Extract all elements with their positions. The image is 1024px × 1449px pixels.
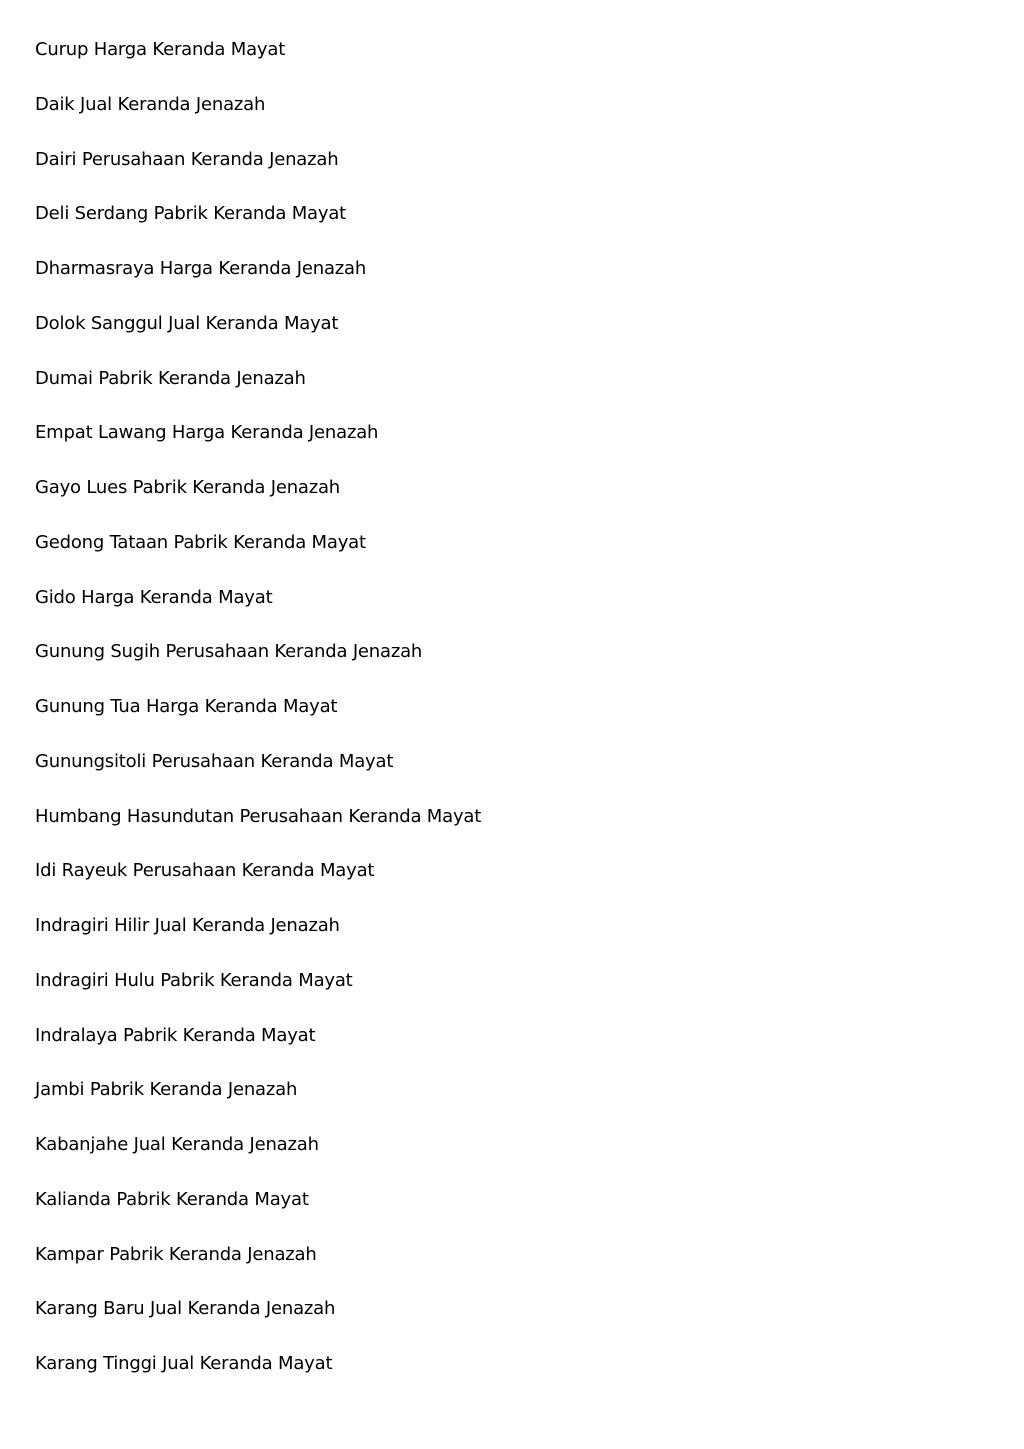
list-item: Indragiri Hilir Jual Keranda Jenazah — [35, 915, 340, 936]
list-item: Karang Tinggi Jual Keranda Mayat — [35, 1353, 333, 1374]
list-item: Gayo Lues Pabrik Keranda Jenazah — [35, 477, 341, 498]
list-item: Gedong Tataan Pabrik Keranda Mayat — [35, 531, 366, 553]
list-item: Deli Serdang Pabrik Keranda Mayat — [35, 203, 347, 225]
list-item: Dairi Perusahaan Keranda Jenazah — [35, 148, 339, 170]
list-item: Kampar Pabrik Keranda Jenazah — [35, 1243, 317, 1265]
list-item: Idi Rayeuk Perusahaan Keranda Mayat — [35, 860, 375, 882]
list-item: Humbang Hasundutan Perusahaan Keranda Mayat — [35, 805, 482, 827]
list-item: Daik Jual Keranda Jenazah — [35, 93, 266, 115]
list-item: Empat Lawang Harga Keranda Jenazah — [35, 422, 379, 444]
list-item: Indralaya Pabrik Keranda Mayat — [35, 1024, 316, 1046]
list-item: Kabanjahe Jual Keranda Jenazah — [35, 1134, 319, 1155]
list-item: Curup Harga Keranda Mayat — [35, 39, 286, 60]
list-item: Kalianda Pabrik Keranda Mayat — [35, 1188, 309, 1210]
list-item: Karang Baru Jual Keranda Jenazah — [35, 1298, 336, 1320]
list-item: Jambi Pabrik Keranda Jenazah — [35, 1079, 298, 1101]
list-item: Gunung Sugih Perusahaan Keranda Jenazah — [35, 641, 423, 663]
list-item: Dolok Sanggul Jual Keranda Mayat — [35, 312, 339, 334]
list-item: Gunung Tua Harga Keranda Mayat — [35, 696, 338, 717]
list-item: Dharmasraya Harga Keranda Jenazah — [35, 258, 367, 279]
location-list — [35, 36, 935, 1405]
list-item: Indragiri Hulu Pabrik Keranda Mayat — [35, 969, 353, 991]
list-item: Gunungsitoli Perusahaan Keranda Mayat — [35, 750, 394, 772]
list-item: Gido Harga Keranda Mayat — [35, 586, 273, 608]
list-item: Dumai Pabrik Keranda Jenazah — [35, 367, 306, 389]
